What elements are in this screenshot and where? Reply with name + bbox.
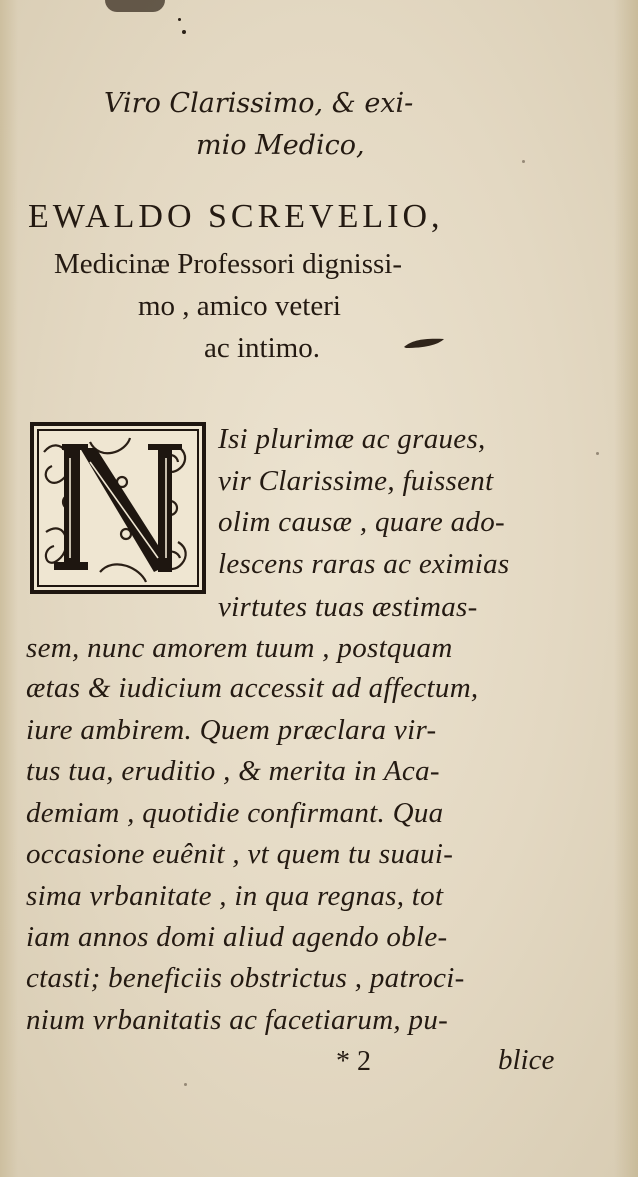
body-line-8: iure ambirem. Quem præclara vir- bbox=[26, 714, 437, 746]
dedication-line-5: mo , amico veteri bbox=[138, 290, 341, 322]
body-line-9: tus tua, eruditio , & merita in Aca- bbox=[26, 755, 440, 787]
body-line-1: Isi plurimæ ac graues, bbox=[218, 423, 486, 455]
body-line-2: vir Clarissime, fuissent bbox=[218, 465, 494, 497]
page-edge-shadow-right bbox=[614, 0, 638, 1177]
body-line-3: olim causæ , quare ado- bbox=[218, 506, 505, 538]
body-line-12: sima vrbanitate , in qua regnas, tot bbox=[26, 880, 444, 912]
dedication-line-4: Medicinæ Professori dignissi- bbox=[54, 248, 402, 280]
ink-speck bbox=[184, 1083, 187, 1086]
body-line-5: virtutes tuas æstimas- bbox=[218, 591, 478, 623]
body-line-15: nium vrbanitatis ac facetiarum, pu- bbox=[26, 1004, 449, 1036]
dedication-line-1: Viro Clarissimo, & exi- bbox=[104, 88, 414, 119]
dedication-line-6: ac intimo. bbox=[204, 332, 320, 364]
ink-speck bbox=[596, 452, 599, 455]
decorated-initial-n bbox=[30, 422, 206, 594]
body-line-6: sem, nunc amorem tuum , postquam bbox=[26, 632, 453, 664]
body-line-7: ætas & iudicium accessit ad affectum, bbox=[26, 672, 479, 704]
ink-stroke bbox=[402, 336, 446, 350]
catchword: blice bbox=[498, 1044, 555, 1076]
ink-speck bbox=[522, 160, 525, 163]
dedicatee-name: EWALDO SCREVELIO, bbox=[28, 198, 444, 235]
body-line-14: ctasti; beneficiis obstrictus , patroci- bbox=[26, 962, 465, 994]
dedication-line-2: mio Medico, bbox=[196, 130, 365, 161]
signature-mark: * 2 bbox=[336, 1046, 371, 1077]
body-line-4: lescens raras ac eximias bbox=[218, 548, 510, 580]
ink-speck bbox=[182, 30, 186, 34]
ink-smudge bbox=[105, 0, 165, 12]
ink-speck bbox=[178, 18, 181, 21]
body-line-13: iam annos domi aliud agendo oble- bbox=[26, 921, 448, 953]
page-edge-shadow-left bbox=[0, 0, 18, 1177]
body-line-11: occasione euênit , vt quem tu suaui- bbox=[26, 838, 454, 870]
body-line-10: demiam , quotidie confirmant. Qua bbox=[26, 797, 444, 829]
